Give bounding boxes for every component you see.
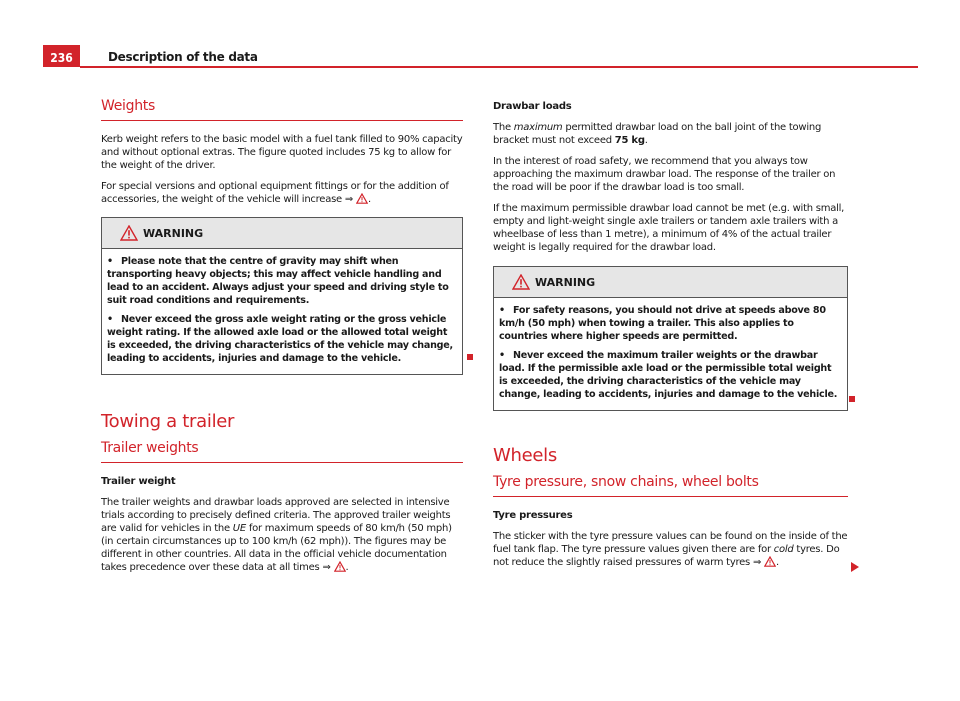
warning-header: [102, 218, 462, 249]
end-square-icon: [849, 396, 855, 402]
warning-title: WARNING: [143, 227, 204, 240]
weights-paragraph-1: Kerb weight refers to the basic model with a fuel tank filled to 90% capacity and without optional extras. The figure quoted includes 75 kg to allow for the weight of the driver.: [101, 134, 463, 171]
right-column: [493, 100, 848, 577]
continue-arrow-icon: [851, 562, 859, 572]
warning-item: • Please note that the centre of gravity may shift when transporting heavy objects; this may affect vehicle handling and lead to an accident. Always adjust your speed and driving style to suit road conditions and requirements.: [107, 256, 449, 306]
warning-triangle-icon: [764, 556, 776, 567]
section-rule: [493, 496, 848, 497]
warning-box-towing: [493, 266, 848, 411]
chapter-heading-towing: Towing a trailer: [101, 411, 235, 432]
warning-box-weights: [101, 217, 463, 375]
section-heading-tyre-pressure: Tyre pressure, snow chains, wheel bolts: [493, 474, 759, 490]
end-square-icon: [467, 354, 473, 360]
warning-body: [102, 249, 462, 374]
warning-item: • Never exceed the gross axle weight rating or the gross vehicle weight rating. If the allowed axle load or the allowed total weight is exceeded, the driving characteristics of the vehicle may change, leading to accidents, injuries and damage to the vehicle.: [107, 314, 453, 364]
weights-paragraph-2: For special versions and optional equipment fittings or for the addition of accessories, the weight of the vehicle will increase ⇒ .: [101, 181, 449, 205]
page-header-title: Description of the data: [108, 50, 258, 64]
warning-item: • Never exceed the maximum trailer weights or the drawbar load. If the permissible axle load or the permissible total weight is exceeded, the driving characteristics of the vehicle may change, leading to accidents, injuries and damage to the vehicle.: [499, 350, 838, 400]
section-heading-weights: Weights: [101, 98, 155, 114]
subheading-tyre-pressures: Tyre pressures: [493, 510, 573, 521]
drawbar-paragraph-3: If the maximum permissible drawbar load cannot be met (e.g. with small, empty and light-weight single axle trailers or tandem axle trailers with a wheelbase of less than 1 metre), a minimum of 4% of the actual trailer weight is legally required for the drawbar load.: [493, 203, 845, 253]
left-column: [101, 100, 463, 582]
section-rule: [101, 120, 463, 121]
warning-body: [494, 298, 847, 410]
drawbar-paragraph-2: In the interest of road safety, we recommend that you always tow approaching the maximum drawbar load. The response of the trailer on the road will be poor if the drawbar load is too small.: [493, 156, 836, 193]
warning-triangle-icon: [334, 561, 346, 572]
page-number: 236: [50, 51, 73, 65]
tyre-pressures-paragraph: The sticker with the tyre pressure values can be found on the inside of the fuel tank flap. The tyre pressure values given there are for cold tyres. Do not reduce the slightly raised pressures of warm tyres ⇒ .: [493, 531, 848, 568]
warning-header: [494, 267, 847, 298]
section-rule: [101, 462, 463, 463]
section-heading-trailer-weights: Trailer weights: [101, 440, 199, 456]
subheading-drawbar-loads: Drawbar loads: [493, 101, 572, 112]
chapter-heading-wheels: Wheels: [493, 445, 557, 466]
header-rule: [80, 66, 918, 68]
drawbar-paragraph-1: The maximum permitted drawbar load on the ball joint of the towing bracket must not exceed 75 kg.: [493, 122, 822, 146]
warning-title: WARNING: [535, 276, 596, 289]
subheading-trailer-weight: Trailer weight: [101, 476, 176, 487]
warning-triangle-icon: [120, 225, 138, 241]
warning-triangle-icon: [356, 193, 368, 204]
warning-triangle-icon: [512, 274, 530, 290]
trailer-weight-paragraph: The trailer weights and drawbar loads approved are selected in intensive trials according to precisely defined criteria. The approved trailer weights are valid for vehicles in the UE for maximum speeds of 80 km/h (50 mph) (in certain circumstances up to 100 km/h (62 mph)). The figures may be different in other countries. All data in the official vehicle documentation takes precedence over these data at all times ⇒ .: [101, 497, 452, 573]
warning-item: • For safety reasons, you should not drive at speeds above 80 km/h (50 mph) when towing a trailer. This also applies to countries where higher speeds are permitted.: [499, 305, 826, 342]
